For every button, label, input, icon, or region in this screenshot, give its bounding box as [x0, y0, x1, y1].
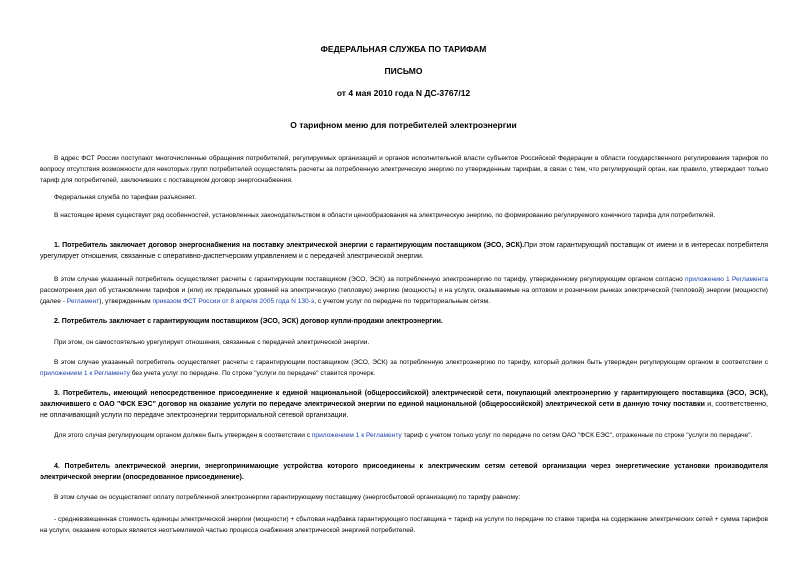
- document-subject: О тарифном меню для потребителей электроэнергии: [290, 120, 517, 130]
- paragraph-case-1: [40, 240, 768, 262]
- paragraph-case-2-note: При этом, он самостоятельно урегулирует отношения, связанные с передачей электрической энергии.: [54, 339, 370, 346]
- case-3-tariff-text-a: Для этого случая регулирующим органом должен быть утвержден в соответствии с: [54, 432, 312, 439]
- settlement-text-c: ), утвержденным: [99, 298, 153, 305]
- paragraph-case-3-tariff: [40, 430, 768, 441]
- agency-heading: ФЕДЕРАЛЬНАЯ СЛУЖБА ПО ТАРИФАМ: [320, 44, 487, 54]
- link-appendix-1-regulation[interactable]: приложению 1 Регламента: [685, 276, 768, 283]
- paragraph-case-1-settlement: [40, 274, 768, 307]
- paragraph-case-2-settlement: [40, 357, 768, 379]
- case-3-text: и, соответственно, не оплачивающий услуги по передаче электроэнергии территориальной сетевой организации.: [40, 401, 768, 419]
- document-date-number: от 4 мая 2010 года N ДС-3767/12: [336, 88, 471, 98]
- paragraph-case-3: [40, 388, 768, 421]
- link-fst-order[interactable]: приказом ФСТ России от 8 апреля 2005 года N 130-э: [152, 298, 315, 305]
- link-appendix-1-to-regulation[interactable]: приложением 1 к Регламенту: [40, 370, 130, 377]
- settlement-text-a: В этом случае указанный потребитель осуществляет расчеты с гарантирующим поставщиком (ЭСО, ЭСК) за потребленную электроэнергию по тарифу, утвержденному регулирующим органом согласно: [54, 276, 685, 283]
- case-3-heading: 3. Потребитель, имеющий непосредственное присоединение к единой национальной (общероссийской) электрической сети, покупающий электроэнергию у гарантирующего поставщика (ЭСО, ЭСК), заключившего с ОАО "ФСК ЕЭС" договор на оказание услуги по передаче электрической энергии по единой национальной (общероссийской) электрической сети в данную точку поставки: [40, 390, 768, 408]
- settlement-text-b: рассмотрения дел об установлении тарифов и (или) их предельных уровней на электрическую (тепловую) энергию (мощность) и на услуги, оказываемые на оптовом и розничном рынках электрической (тепловой) энергии (мощности) (далее -: [40, 287, 768, 305]
- case-1-text: При этом гарантирующий поставщик от имени и в интересах потребителя урегулирует отношения, связанные с оперативно-диспетчерским управлением и с передачей электрической энергии.: [40, 242, 768, 260]
- paragraph-case-2: 2. Потребитель заключает с гарантирующим поставщиком (ЭСО, ЭСК) договор купли-продажи электроэнергии.: [54, 318, 443, 325]
- paragraph-tariff-formula: - средневзвешенная стоимость единицы электрической энергии (мощности) + сбытовая надбавка гарантирующего поставщика + тариф на услуги по передаче по ставке тарифа на содержание электрических сетей + сумма тарифов на услуги, оказание которых является неотъемлемой частью процесса снабжения электрической энергией потребителей.: [40, 516, 768, 534]
- link-regulation[interactable]: Регламент: [66, 298, 100, 305]
- paragraph-features: В настоящее время существует ряд особенностей, установленных законодательством в области ценообразования на электрическую энергию, по формированию регулируемого конечного тарифа для потребителей.: [54, 212, 716, 219]
- paragraph-case-4-payment: В этом случае он осуществляет оплату потребленной электроэнергии гарантирующему поставщику (энергосбытовой организации) по тарифу равному:: [54, 494, 521, 501]
- paragraph-case-4: 4. Потребитель электрической энергии, энергопринимающие устройства которого присоединены к электрическим сетям сетевой организации через энергетические установки производителя электрической энергии (опосредованное присоединение).: [40, 463, 768, 481]
- paragraph-intro: В адрес ФСТ России поступают многочисленные обращения потребителей, регулируемых организаций и органов исполнительной власти субъектов Российской Федерации в области государственного регулирования тарифов по вопросу отсутствия возможности для некоторых групп потребителей осуществлять расчеты за потребленную электрическую энергию по утвержденным тарифам, в связи с тем, что регулирующий орган, как правило, утверждает только тариф для потребителей, заключивших с поставщиком договор энергоснабжения.: [40, 155, 768, 184]
- document-type-heading: ПИСЬМО: [384, 66, 423, 76]
- settlement-text-d: , с учетом услуг по передаче по территориальным сетям.: [314, 298, 490, 305]
- paragraph-clarifies: Федеральная служба по тарифам разъясняет.: [54, 194, 196, 201]
- link-appendix-1-to-regulation-2[interactable]: приложением 1 к Регламенту: [311, 432, 402, 439]
- case-2-text-b: без учета услуг по передаче. По строке "услуги по передаче" ставится прочерк.: [129, 370, 376, 377]
- case-3-tariff-text-b: тариф с учетом только услуг по передаче по сетям ОАО "ФСК ЕЭС", отраженные по строке "услуги по передаче".: [401, 432, 753, 439]
- case-2-text-a: В этом случае указанный потребитель осуществляет расчеты с гарантирующим поставщиком (ЭСО, ЭСК) за потребленную электроэнергию по тарифу, который должен быть утвержден регулирующим органом в соответствии с: [54, 359, 768, 366]
- case-1-heading: 1. Потребитель заключает договор энергоснабжения на поставку электрической энергии с гарантирующим поставщиком (ЭСО, ЭСК).: [54, 242, 525, 249]
